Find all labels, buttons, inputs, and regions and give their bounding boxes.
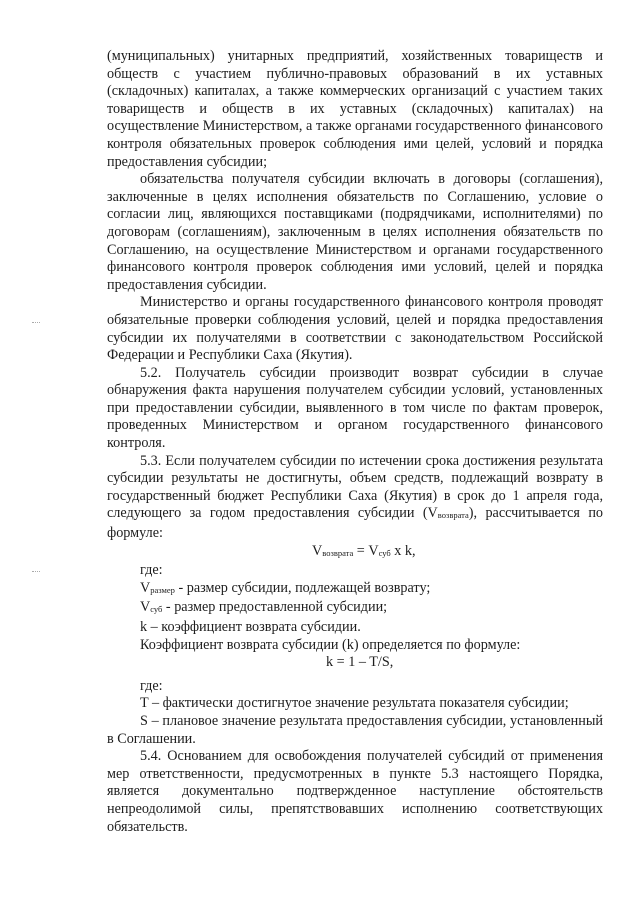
def-text: - размер субсидии, подлежащей возврату;	[174, 579, 431, 596]
formula-sub-subsidy: суб	[378, 547, 391, 558]
formula-coefficient: k = 1 – T/S,	[326, 654, 394, 671]
formula-eq: = V	[353, 542, 379, 559]
where-label-1: где:	[140, 562, 163, 579]
def-sub-size: размер	[150, 584, 175, 595]
formula-end: x k,	[390, 542, 416, 559]
document-page	[107, 48, 603, 836]
subscript-return: возврата	[437, 510, 469, 521]
paragraph-5-3	[107, 453, 603, 543]
paragraph-obligations: обязательства получателя субсидии включать в договоры (соглашения), заключенные в целях исполнения обязательств по Соглашению, условие о согласии лиц, являющихся поставщиками (подрядчиками, исполнителями) по договорам (соглашениям), заключенным в целях исполнения обязательств по Соглашению, на осуществление Министерством и органами государственного финансового контроля проверок соблюдения ими условий, целей и порядка предоставления субсидии.	[107, 171, 603, 293]
def-text2: - размер предоставленной субсидии;	[162, 599, 388, 616]
where-label-2: где:	[140, 677, 163, 694]
formula-return-volume	[107, 543, 603, 563]
paragraph-continuation: (муниципальных) унитарных предприятий, хозяйственных товариществ и обществ с участием публично-правовых образований в их уставных (складочных) капиталах, а также коммерческих организаций с участием таких товариществ и обществ в их уставных (складочных) капиталах) на осуществление Министерством, а также органами государственного финансового контроля обязательных проверок соблюдения ими целей, условий и порядка предоставления субсидии;	[107, 48, 603, 170]
paragraph-5-3-text: 5.3. Если получателем субсидии по истечении срока достижения результата субсидии результаты не достигнуты, объем средств, подлежащий возврату в государственный бюджет Республики Саха (Якутия) в срок до 1 апреля года, следующего за годом предоставления субсидии (V	[107, 452, 603, 522]
paragraph-inspections: Министерство и органы государственного финансового контроля проводят обязательные проверки соблюдения условий, целей и порядка предоставления субсидии их получателями в соответствии с законодательством Российской Федерации и Республики Саха (Якутия).	[107, 294, 603, 364]
paragraph-5-3-tail: ), рассчитывается по формуле:	[107, 505, 604, 542]
definition-t: T – фактически достигнутое значение результата показателя субсидии;	[140, 695, 569, 712]
definition-v-return	[107, 580, 603, 600]
formula-v: V	[312, 542, 323, 559]
paragraph-5-2: 5.2. Получатель субсидии производит возврат субсидии в случае обнаружения факта нарушения получателем субсидии условий, установленных при предоставлении субсидии, выявленного в том числе по фактам проверок, проведенных Министерством и органом государственного финансового контроля.	[107, 364, 603, 452]
definition-k: k – коэффициент возврата субсидии.	[140, 619, 361, 635]
def-v2: V	[140, 599, 151, 616]
formula-sub-return: возврата	[322, 547, 354, 558]
margin-mark-top	[32, 322, 40, 326]
margin-mark-bottom	[32, 571, 40, 575]
coefficient-intro: Коэффициент возврата субсидии (k) определяется по формуле:	[140, 636, 521, 653]
definition-v-subsidy	[107, 599, 603, 619]
def-sub-subsidy: суб	[150, 604, 163, 615]
paragraph-5-4: 5.4. Основанием для освобождения получателей субсидий от применения мер ответственности, предусмотренных в пункте 5.3 настоящего Порядка, является документально подтвержденное наступление обстоятельств непреодолимой силы, препятствовавших исполнению соответствующих обязательств.	[107, 748, 603, 835]
definition-s: S – плановое значение результата предоставления субсидии, установленный в Соглашении.	[107, 712, 603, 747]
def-v: V	[140, 579, 151, 596]
